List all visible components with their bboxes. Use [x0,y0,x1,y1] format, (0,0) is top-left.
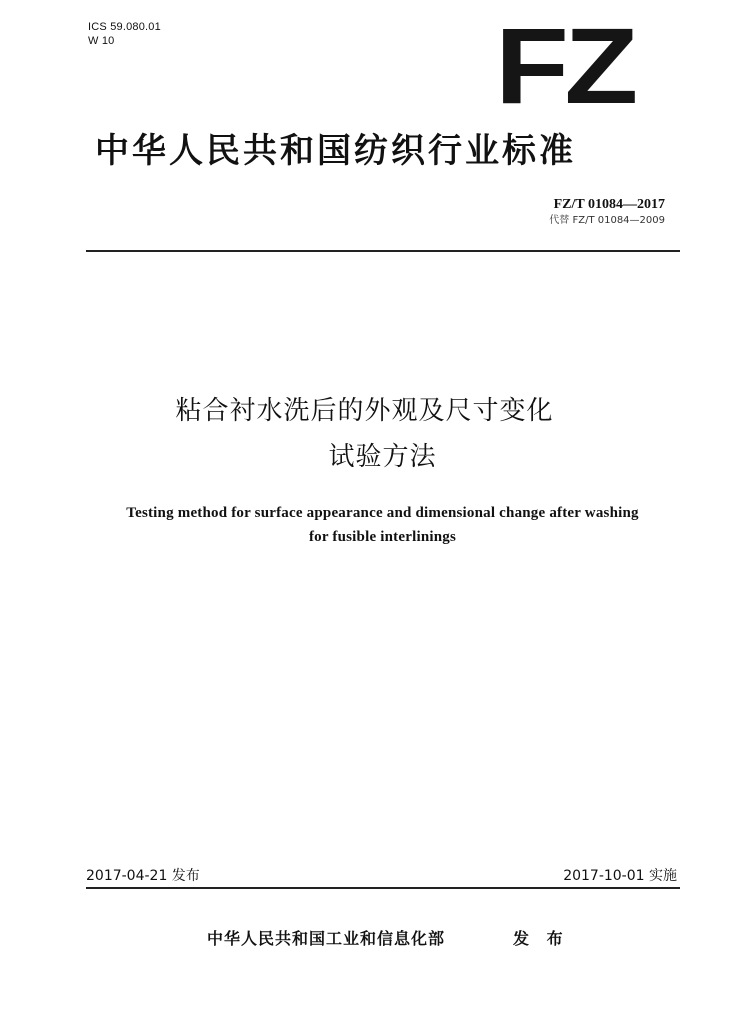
replaces-note: 代替 FZ/T 01084—2009 [549,215,665,226]
ics-code: ICS 59.080.01 [88,21,161,33]
classification-codes [88,20,161,48]
footer-divider [86,887,680,889]
document-title-cn-line2: 试验方法 [328,442,437,472]
issue-date: 2017-04-21 发布 [86,868,200,884]
document-title-cn-line1: 粘合衬水洗后的外观及尺寸变化 [175,396,554,426]
publish-label: 发 布 [513,929,569,948]
fz-logo: FZ [495,5,634,126]
publisher-name: 中华人民共和国工业和信息化部 [207,929,446,948]
standard-category-title: 中华人民共和国纺织行业标准 [95,131,576,171]
ccs-code: W 10 [88,35,115,47]
header-divider [86,250,680,252]
implementation-date: 2017-10-01 实施 [563,868,677,884]
standard-code: FZ/T 01084—2017 [553,197,665,212]
document-title-en-line1: Testing method for surface appearance and dimensional change after washing [126,505,639,521]
document-title-en-line2: for fusible interlinings [308,529,457,545]
